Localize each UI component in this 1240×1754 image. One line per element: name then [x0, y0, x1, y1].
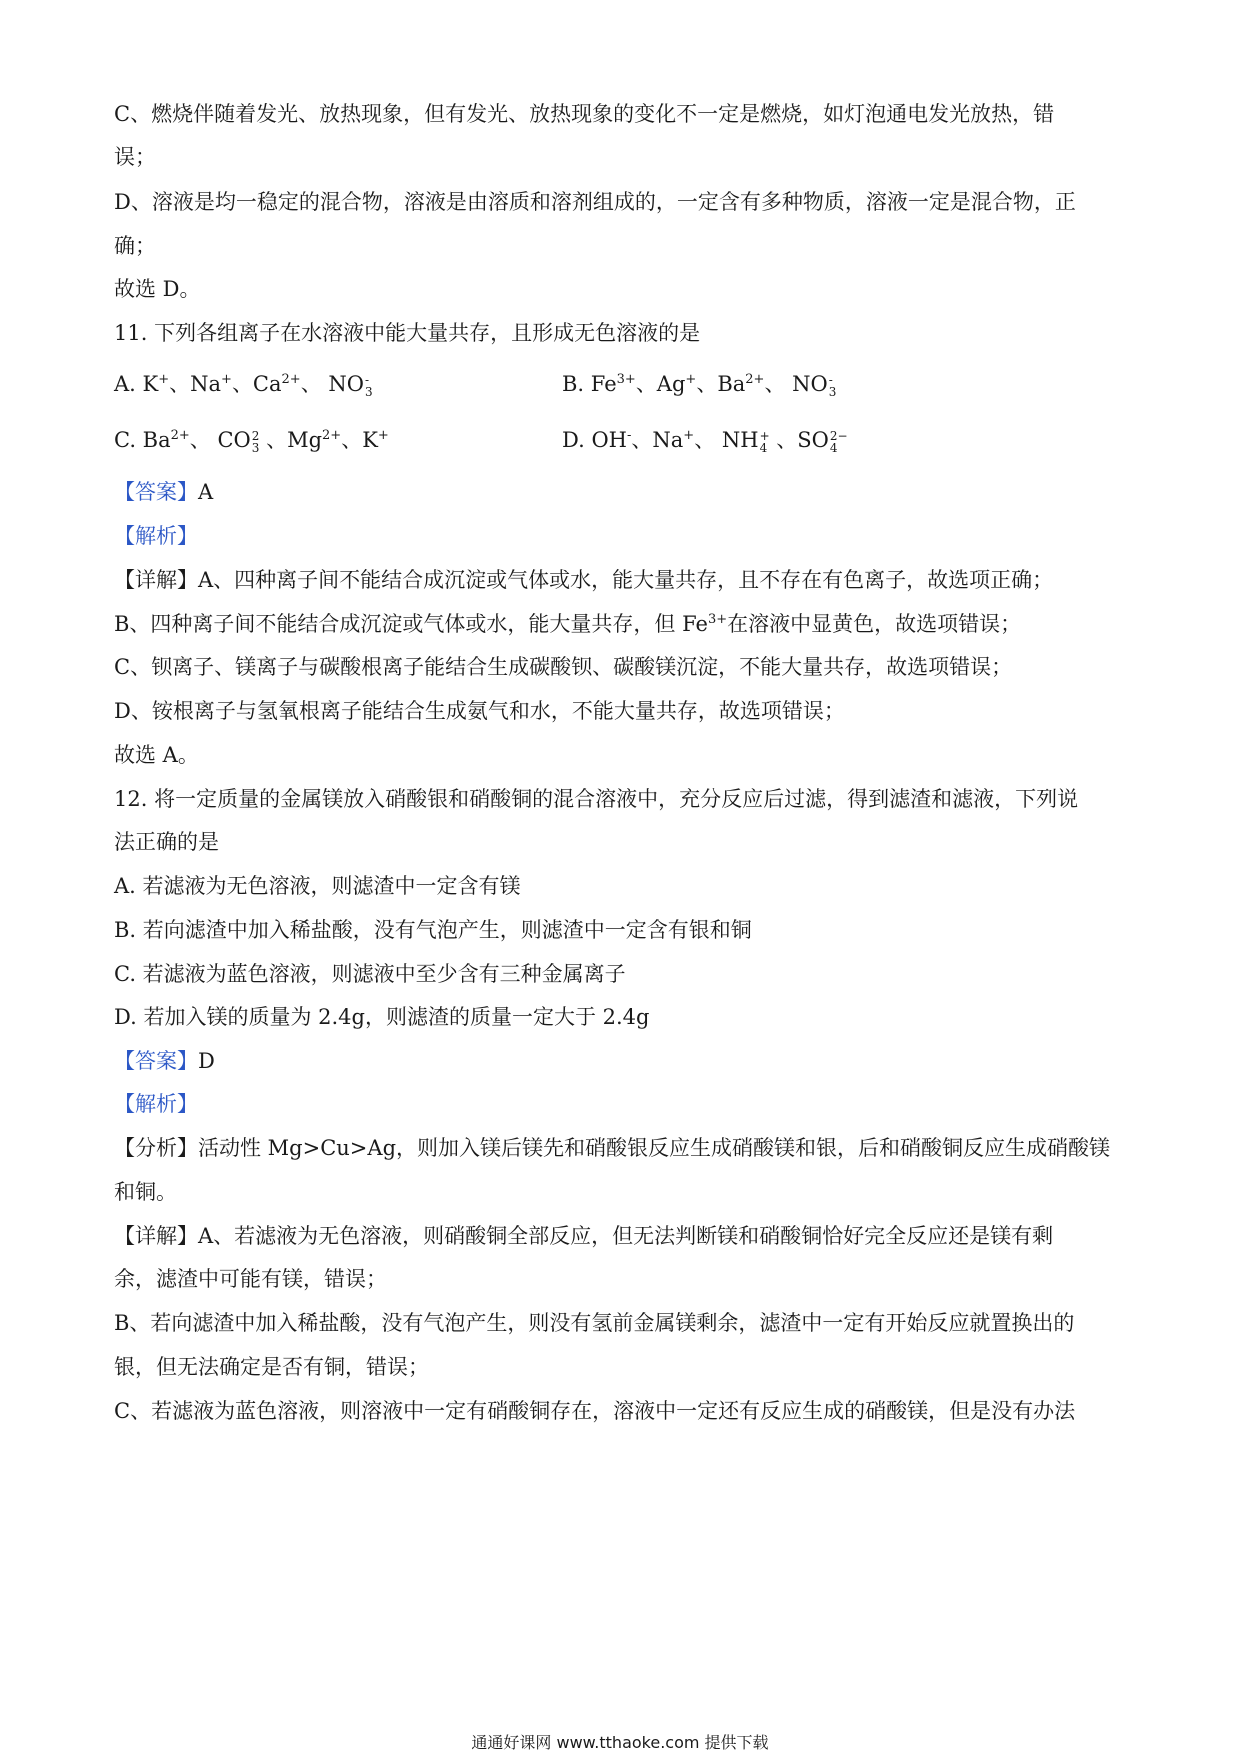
q12-fenxi-cont: 和铜。	[114, 1180, 177, 1204]
fenxi-text: 活动性 Mg>Cu>Ag，则加入镁后镁先和硝酸银反应生成硝酸镁和银，后和硝酸铜反应生成硝酸镁	[198, 1136, 1111, 1160]
q11-analysis	[114, 522, 198, 550]
q12-option-d: D. 若加入镁的质量为 2.4g，则滤渣的质量一定大于 2.4g	[114, 1005, 650, 1029]
q12-fenxi	[114, 1134, 1110, 1162]
detail-tag: 【详解】	[114, 1224, 198, 1248]
text-line: 故选 D。	[114, 277, 201, 301]
q12-detail-b: B、若向滤渣中加入稀盐酸，没有气泡产生，则没有氢前金属镁剩余，滤渣中一定有开始反应就置换出的	[114, 1311, 1075, 1335]
q12-detail-c: C、若滤液为蓝色溶液，则溶液中一定有硝酸铜存在，溶液中一定还有反应生成的硝酸镁，但是没有办法	[114, 1399, 1076, 1423]
answer-tag: 【答案】	[114, 480, 198, 504]
q11-detail-a	[114, 566, 1053, 594]
page-footer: 通通好课网 www.tthaoke.com 提供下载	[471, 1733, 769, 1752]
text-line: 误；	[114, 145, 156, 169]
detail-superscript: 3+	[707, 612, 728, 627]
q12-analysis	[114, 1090, 198, 1118]
fenxi-tag: 【分析】	[114, 1136, 198, 1160]
q12-detail-b-cont: 银，但无法确定是否有铜，错误；	[114, 1355, 429, 1379]
q11-conclusion: 故选 A。	[114, 743, 199, 767]
q12-detail-a	[114, 1222, 1053, 1250]
q11-detail-d: D、铵根离子与氢氧根离子能结合生成氨气和水，不能大量共存，故选项错误；	[114, 699, 845, 723]
q11-detail-c: C、钡离子、镁离子与碳酸根离子能结合生成碳酸钡、碳酸镁沉淀，不能大量共存，故选项错误；	[114, 655, 1013, 679]
q12-option-a: A. 若滤液为无色溶液，则滤渣中一定含有镁	[114, 874, 521, 898]
detail-text: A、四种离子间不能结合成沉淀或气体或水，能大量共存，且不存在有色离子，故选项正确；	[198, 568, 1054, 592]
question-12-stem-cont: 法正确的是	[114, 830, 219, 854]
detail-text: A、若滤液为无色溶液，则硝酸铜全部反应，但无法判断镁和硝酸铜恰好完全反应还是镁有剩	[198, 1224, 1054, 1248]
q11-option-d: D. OH-、Na+、 NH + 4 、SO 2− 4	[562, 428, 848, 455]
analysis-tag: 【解析】	[114, 1092, 198, 1116]
q12-detail-a-cont: 余，滤渣中可能有镁，错误；	[114, 1267, 387, 1291]
q11-option-a: A. K+、Na+、$Ca^{2+}$、 NO - 3	[114, 372, 373, 399]
text-line: C、燃烧伴随着发光、放热现象，但有发光、放热现象的变化不一定是燃烧，如灯泡通电发光放热，错	[114, 102, 1055, 126]
text-line: 确；	[114, 234, 156, 258]
question-11-stem: 11. 下列各组离子在水溶液中能大量共存，且形成无色溶液的是	[114, 321, 701, 345]
detail-tag: 【详解】	[114, 568, 198, 592]
detail-text: B、四种离子间不能结合成沉淀或气体或水，能大量共存，但 Fe	[114, 612, 708, 636]
analysis-tag: 【解析】	[114, 524, 198, 548]
detail-text: 在溶液中显黄色，故选项错误；	[727, 612, 1022, 636]
answer-tag: 【答案】	[114, 1049, 198, 1073]
text-line: D、溶液是均一稳定的混合物，溶液是由溶质和溶剂组成的，一定含有多种物质，溶液一定是混合物，正	[114, 190, 1076, 214]
q12-option-b: B. 若向滤渣中加入稀盐酸，没有气泡产生，则滤渣中一定含有银和铜	[114, 918, 752, 942]
q11-option-c: C. $Ba^{2+}$、 CO 2 3 、$Mg^{2+}$、K+	[114, 428, 389, 455]
q11-answer	[114, 478, 213, 506]
q12-answer	[114, 1047, 215, 1075]
q11-detail-b	[114, 610, 1021, 638]
question-12-stem: 12. 将一定质量的金属镁放入硝酸银和硝酸铜的混合溶液中，充分反应后过滤，得到滤渣和滤液，下列说	[114, 787, 1079, 811]
q11-option-b: B. $Fe^{3+}$、Ag+、$Ba^{2+}$、 NO - 3	[562, 372, 837, 399]
q12-option-c: C. 若滤液为蓝色溶液，则滤液中至少含有三种金属离子	[114, 962, 626, 986]
answer-value: D	[198, 1049, 215, 1073]
answer-value: A	[198, 480, 214, 504]
